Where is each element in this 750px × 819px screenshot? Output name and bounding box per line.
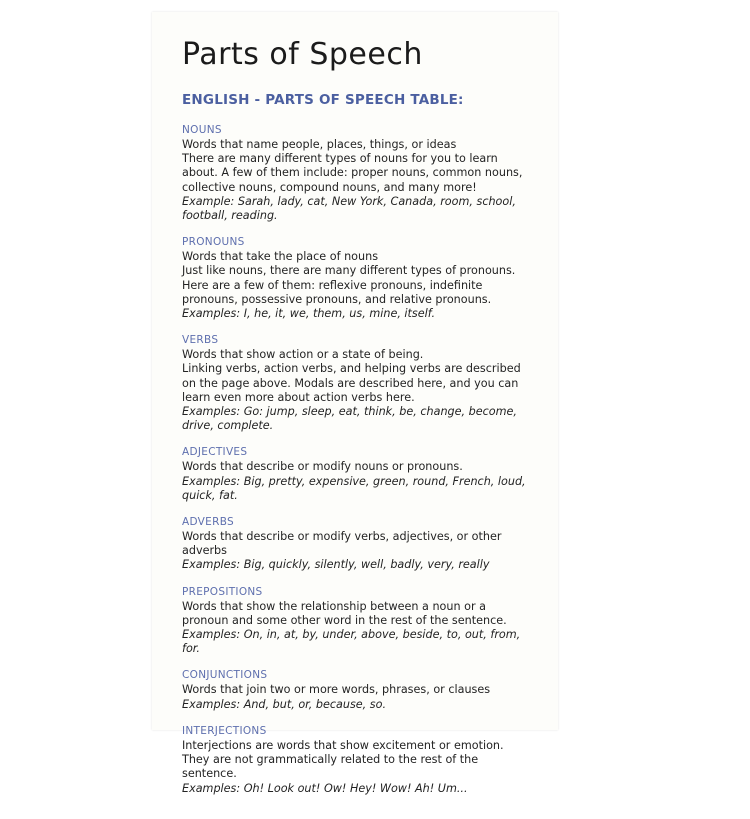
pos-entry-definition: Words that name people, places, things, or ideas xyxy=(182,138,457,151)
pos-entry-example: Examples: I, he, it, we, them, us, mine, itself. xyxy=(182,307,436,321)
pos-entry-pronouns xyxy=(182,236,532,321)
document-page xyxy=(152,12,558,795)
pos-entry-label: PREPOSITIONS xyxy=(182,585,263,598)
pos-entry-label: ADJECTIVES xyxy=(182,446,248,459)
pos-entry-example: Examples: Go: jump, sleep, eat, think, be, change, become, drive, complete. xyxy=(182,405,517,433)
pos-entry-example: Examples: And, but, or, because, so. xyxy=(182,697,387,711)
pos-entry-detail: Just like nouns, there are many different types of pronouns. Here are a few of them: reflexive pronouns, indefinite pronouns, possessive pronouns, and relative pronouns. xyxy=(182,264,516,306)
pos-entry-interjections xyxy=(182,725,532,796)
pos-entry-definition: Words that show action or a state of being. xyxy=(182,348,424,362)
pos-entry-adverbs xyxy=(182,516,532,573)
pos-entry-label: ADVERBS xyxy=(182,516,234,529)
pos-entry-detail: There are many different types of nouns for you to learn about. A few of them include: proper nouns, common nouns, collective nouns, compound nouns, and many more! xyxy=(182,152,523,194)
pos-entry-label: INTERJECTIONS xyxy=(182,724,267,737)
pos-entry-example: Examples: Big, pretty, expensive, green, round, French, loud, quick, fat. xyxy=(182,474,526,502)
pos-entry-definition: Words that take the place of nouns xyxy=(182,250,379,264)
pos-entry-conjunctions xyxy=(182,669,532,711)
pos-entry-label: NOUNS xyxy=(182,124,222,136)
pos-entry-example: Example: Sarah, lady, cat, New York, Canada, room, school, football, reading. xyxy=(182,194,516,223)
pos-entry-adjectives xyxy=(182,446,532,503)
pos-entry-definition: Words that describe or modify nouns or pronouns. xyxy=(182,460,463,474)
pos-entry-label: VERBS xyxy=(182,334,219,347)
pos-entry-example: Examples: Oh! Look out! Ow! Hey! Wow! Ah! Um... xyxy=(182,781,468,795)
pos-entry-prepositions xyxy=(182,586,532,657)
pos-entry-label: CONJUNCTIONS xyxy=(182,669,268,682)
pos-entry-detail: Linking verbs, action verbs, and helping verbs are described on the page above. Modals are described here, and you can learn even more about action verbs here. xyxy=(182,362,521,404)
pos-entry-verbs xyxy=(182,334,532,433)
page-title: Parts of Speech xyxy=(182,37,423,72)
document-body xyxy=(152,12,558,819)
pos-entry-example: Examples: On, in, at, by, under, above, beside, to, out, from, for. xyxy=(182,628,521,656)
pos-entry-nouns xyxy=(182,124,532,223)
section-heading: ENGLISH - PARTS OF SPEECH TABLE: xyxy=(182,92,464,108)
pos-entry-example: Examples: Big, quickly, silently, well, badly, very, really xyxy=(182,558,490,572)
pos-entry-definition: Words that show the relationship between a noun or a pronoun and some other word in the rest of the sentence. xyxy=(182,599,507,627)
pos-entry-definition: Interjections are words that show excitement or emotion. They are not grammatically related to the rest of the sentence. xyxy=(182,738,504,781)
pos-entry-label: PRONOUNS xyxy=(182,236,245,249)
pos-entry-definition: Words that describe or modify verbs, adjectives, or other adverbs xyxy=(182,530,502,558)
pos-entry-definition: Words that join two or more words, phrases, or clauses xyxy=(182,683,491,697)
